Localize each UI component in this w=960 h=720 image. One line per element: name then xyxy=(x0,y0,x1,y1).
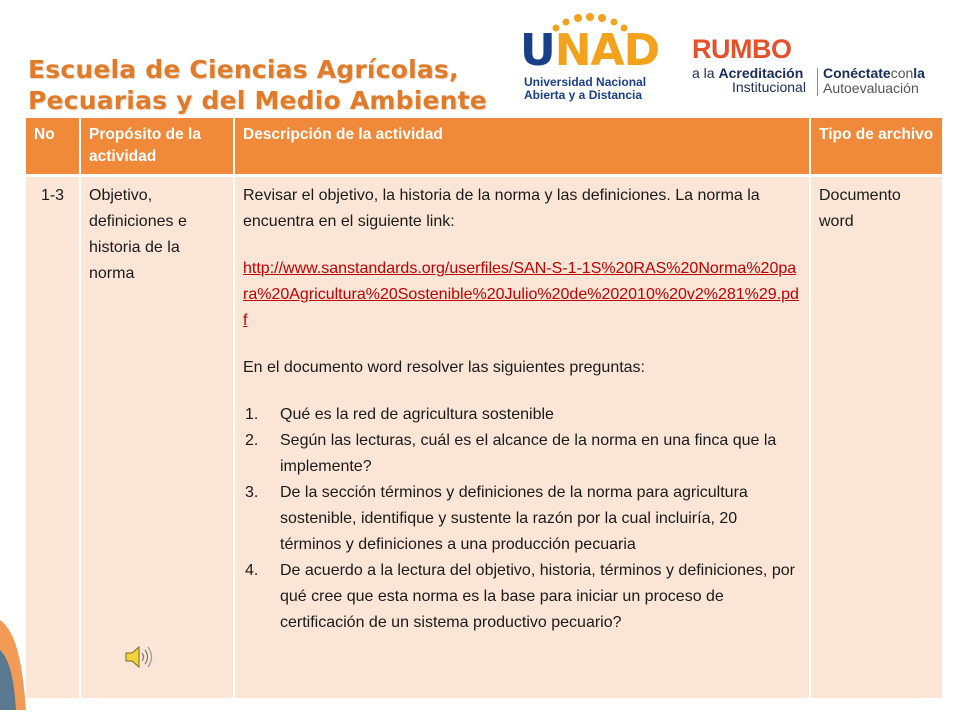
rumbo-acreditacion: a la Acreditación xyxy=(692,65,804,81)
unad-wordmark: UNAD xyxy=(520,25,660,76)
table-header-row xyxy=(26,118,942,176)
cell-purpose: Objetivo, definiciones e historia de la norma xyxy=(80,176,234,698)
questions-list xyxy=(243,402,801,636)
header-file-type: Tipo de archivo xyxy=(810,118,942,176)
list-item: 4. De acuerdo a la lectura del objetivo, historia, términos y definiciones, por qué cree que esta norma es la base para iniciar un proceso de certificación de un sistema productivo pecuario? xyxy=(245,562,795,631)
header-no: No xyxy=(26,118,80,176)
rumbo-logo xyxy=(692,34,932,104)
cell-file-type: Documento word xyxy=(810,176,942,698)
rumbo-institucional: Institucional xyxy=(732,79,806,95)
page-title-line1: Escuela de Ciencias Agrícolas, xyxy=(28,55,459,84)
norma-link[interactable]: http://www.sanstandards.org/userfiles/SAN-S-1-1S%20RAS%20Norma%20para%20Agricultura%20Sostenible%20Julio%20de%202010%20v2%281%29.pdf xyxy=(243,260,799,329)
list-item: 3. De la sección términos y definiciones de la norma para agricultura sostenible, identifique y sustente la razón por la cual incluiría, 20 términos y definiciones a una producción pecuaria xyxy=(245,484,748,553)
unad-subtitle: Universidad Nacional Abierta y a Distancia xyxy=(524,75,647,102)
list-item: 1. Qué es la red de agricultura sostenible xyxy=(245,406,554,423)
description-instruction: En el documento word resolver las siguientes preguntas: xyxy=(243,359,645,376)
speaker-icon[interactable] xyxy=(123,644,155,670)
activity-table xyxy=(26,118,942,698)
rumbo-divider xyxy=(817,68,818,96)
description-intro: Revisar el objetivo, la historia de la norma y las definiciones. La norma la encuentra en el siguiente link: xyxy=(243,187,760,230)
rumbo-wordmark: RUMBO xyxy=(692,34,792,64)
list-item: 2. Según las lecturas, cuál es el alcance de la norma en una finca que la implemente? xyxy=(245,432,777,475)
table-row xyxy=(26,176,942,698)
page-title-line2: Pecuarias y del Medio Ambiente xyxy=(28,86,487,115)
page-title xyxy=(28,54,487,116)
cell-description xyxy=(234,176,810,698)
cell-no: 1-3 xyxy=(26,176,80,698)
header-purpose: Propósito de la actividad xyxy=(80,118,234,176)
unad-logo xyxy=(520,12,670,107)
header-description: Descripción de la actividad xyxy=(234,118,810,176)
rumbo-conectate: Conéctateconla Autoevaluación xyxy=(823,65,925,96)
